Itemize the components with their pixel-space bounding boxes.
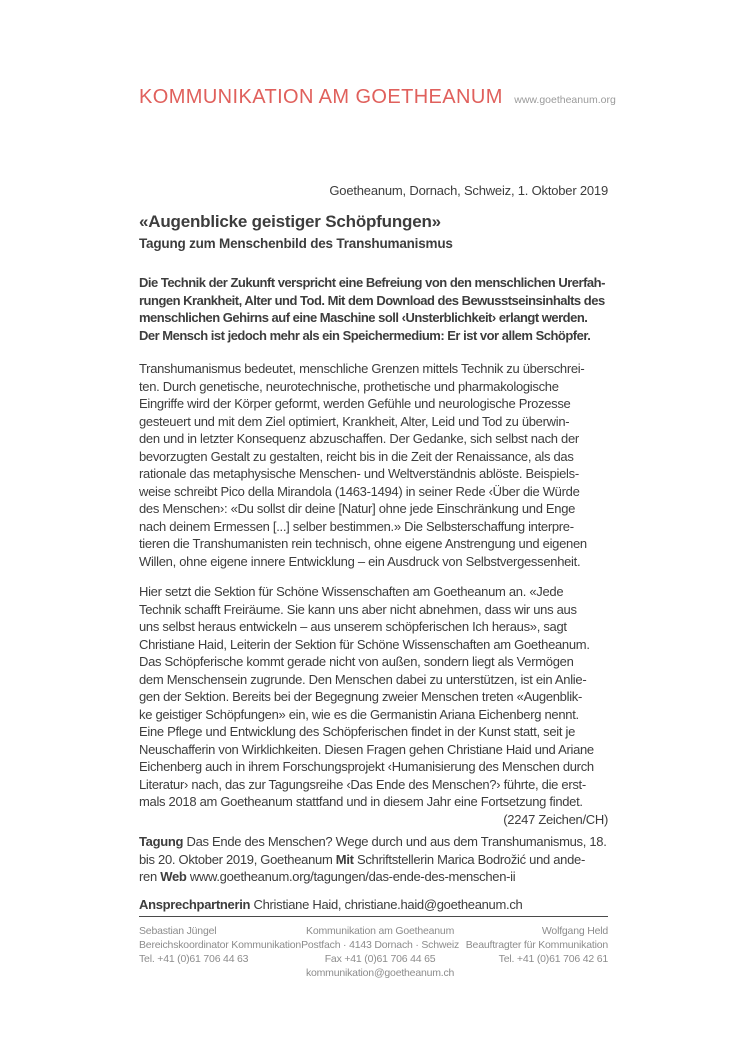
- text-line: mals 2018 am Goetheanum stattfand und in diesem Jahr eine Fortsetzung findet.: [139, 794, 583, 809]
- event-line3-pre: ren: [139, 869, 161, 884]
- text-line: dem Menschensein zugrunde. Den Menschen dabei zu unterstützen, ist ein Anlie-: [139, 671, 587, 687]
- event-web-label: Web: [160, 869, 187, 884]
- text-line: Eichenberg auch in ihrem Forschungsprojekt ‹Humanisierung des Menschen durch: [139, 759, 594, 774]
- contact-text: Christiane Haid, christiane.haid@goetheanum.ch: [250, 896, 523, 912]
- text-line: weise schreibt Pico della Mirandola (1463-1494) in seiner Rede ‹Über die Würde: [139, 483, 580, 499]
- event-tagung-label: Tagung: [139, 834, 184, 849]
- text-line: Transhumanismus bedeutet, menschliche Grenzen mittels Technik zu überschrei-: [139, 361, 585, 376]
- body-paragraph-2: [139, 583, 608, 811]
- text-line: Beauftragter für Kommunikation: [465, 939, 608, 951]
- body-paragraph-1: [139, 360, 608, 570]
- text-line: bevorzugten Gestalt zu gestalten, reicht bis in die Zeit der Renaissance, als das: [139, 448, 574, 464]
- contact-line: [139, 896, 608, 914]
- brand-url: www.goetheanum.org: [514, 94, 616, 106]
- text-line: Tel. +41 (0)61 706 42 61: [498, 953, 608, 965]
- text-line: Willen, ohne eigene innere Entwicklung – ein Ausdruck von Selbstvergessenheit.: [139, 553, 581, 569]
- text-line: rationale das metaphysische Menschen- und Weltverständnis ablöste. Beispiels-: [139, 466, 579, 481]
- press-title: «Augenblicke geistiger Schöpfungen»: [139, 212, 441, 231]
- text-line: tieren die Transhumanisten rein technisch, ohne eigene Anstrengung und eigenen: [139, 536, 587, 551]
- text-line: des Menschen›: «Du sollst dir deine [Natur] ohne jede Einschränkung und Enge: [139, 501, 576, 516]
- text-line: uns selbst heraus entwickeln – aus unserem schöpferischen Ich heraus», sagt: [139, 619, 567, 634]
- text-line: ten. Durch genetische, neurotechnische, prothetische und pharmakologische: [139, 378, 559, 394]
- event-line: [139, 868, 608, 886]
- footer-center-column: [301, 924, 459, 980]
- event-mit-label: Mit: [335, 851, 354, 867]
- character-count: (2247 Zeichen/CH): [503, 811, 608, 827]
- text-line: Der Mensch ist jedoch mehr als ein Speichermedium: Er ist vor allem Schöpfer.: [139, 327, 591, 343]
- text-line: Wolfgang Held: [541, 925, 608, 937]
- text-line: Kommunikation am Goetheanum: [306, 925, 455, 937]
- event-line1-text: Das Ende des Menschen? Wege durch und aus dem Transhumanismus, 18.: [183, 834, 607, 849]
- text-line: Eingriffe wird der Körper geformt, werden Gefühle und neurologische Prozesse: [139, 396, 571, 411]
- text-line: Technik schafft Freiräume. Sie kann uns aber nicht abnehmen, dass wir uns aus: [139, 601, 577, 617]
- event-line: [139, 833, 608, 851]
- event-web-url: www.goetheanum.org/tagungen/das-ende-des-menschen-ii: [186, 869, 516, 884]
- text-line: Postfach · 4143 Dornach · Schweiz: [301, 939, 460, 951]
- masthead: [139, 86, 616, 109]
- text-line: menschlichen Gehirns auf eine Maschine soll ‹Unsterblichkeit› erlangt werden.: [139, 310, 588, 325]
- event-line: [139, 851, 608, 869]
- text-line: den und in letzter Konsequenz abzuschaffen. Der Gedanke, sich selbst nach der: [139, 431, 579, 446]
- text-line: Bereichskoordinator Kommunikation: [139, 939, 302, 951]
- text-line: rungen Krankheit, Alter und Tod. Mit dem Download des Bewusstseinsinhalts des: [139, 292, 605, 308]
- page-content: [139, 0, 616, 980]
- event-info-block: [139, 833, 608, 886]
- text-line: Sebastian Jüngel: [139, 925, 217, 937]
- text-line: kommunikation@goetheanum.ch: [305, 967, 455, 979]
- contact-label: Ansprechpartnerin: [139, 896, 251, 912]
- text-line: Das Schöpferische kommt gerade nicht von außen, sondern liegt als Vermögen: [139, 654, 574, 669]
- text-line: Neuschafferin von Wirklichkeiten. Diesen Fragen gehen Christiane Haid und Ariane: [139, 741, 594, 757]
- text-line: gesteuert und mit dem Ziel optimiert, Krankheit, Alter, Leid und Tod zu überwin-: [139, 413, 570, 429]
- text-line: Hier setzt die Sektion für Schöne Wissenschaften am Goetheanum an. «Jede: [139, 584, 564, 599]
- text-line: Die Technik der Zukunft verspricht eine Befreiung von den menschlichen Urerfah-: [139, 275, 605, 290]
- text-line: Eine Pflege und Entwicklung des Schöpferischen findet in der Kunst statt, seit je: [139, 724, 576, 739]
- event-line2-post: Schriftstellerin Marica Bodrožić und ande-: [353, 851, 585, 867]
- brand-title: KOMMUNIKATION AM GOETHEANUM: [139, 86, 503, 108]
- footer: [139, 924, 608, 980]
- text-line: Literatur› nach, das zur Tagungsreihe ‹Das Ende des Menschen?› führte, die erst-: [139, 776, 586, 792]
- text-line: gen der Sektion. Bereits bei der Begegnung zweier Menschen treten «Augenblik-: [139, 689, 583, 704]
- text-line: ke geistiger Schöpfungen» ein, wie es die Germanistin Ariana Eichenberg nennt.: [139, 706, 579, 722]
- lead-paragraph: [139, 274, 608, 344]
- text-line: nach deinem Ermessen [...] selber bestimmen.» Die Selbsterschaffung interpre-: [139, 518, 574, 534]
- text-line: Tel. +41 (0)61 706 44 63: [139, 953, 249, 965]
- text-line: Christiane Haid, Leiterin der Sektion für Schöne Wissenschaften am Goetheanum.: [139, 636, 590, 652]
- footer-divider: [139, 916, 608, 917]
- footer-right-column: [459, 924, 608, 980]
- text-line: Fax +41 (0)61 706 44 65: [324, 953, 436, 965]
- footer-left-column: [139, 924, 301, 980]
- event-line2-pre: bis 20. Oktober 2019, Goetheanum: [139, 851, 336, 867]
- press-subtitle: Tagung zum Menschenbild des Transhumanismus: [139, 236, 453, 251]
- dateline: Goetheanum, Dornach, Schweiz, 1. Oktober 2019: [329, 183, 608, 198]
